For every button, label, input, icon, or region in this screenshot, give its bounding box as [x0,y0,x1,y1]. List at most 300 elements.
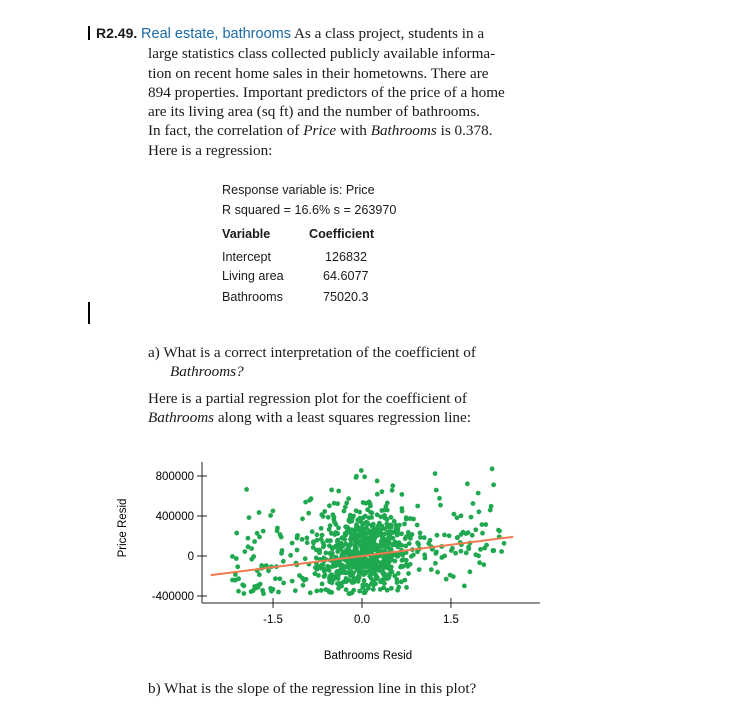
data-point [361,551,366,556]
data-point [363,590,368,595]
data-point [386,539,391,544]
data-point [341,568,346,573]
data-point [468,541,473,546]
data-point [305,540,310,545]
data-point [360,571,365,576]
data-point [361,558,366,563]
data-point [327,503,332,508]
data-point [373,563,378,568]
data-point [354,558,359,563]
data-point [481,562,486,567]
data-point [354,546,359,551]
data-point [280,548,285,553]
data-point [342,537,347,542]
data-point [346,528,351,533]
data-point [408,536,413,541]
data-point [331,558,336,563]
data-point [430,546,435,551]
data-point [351,562,356,567]
data-point [451,574,456,579]
data-point [230,554,235,559]
data-point [395,580,400,585]
data-point [315,564,320,569]
data-point [338,563,343,568]
data-point [349,531,354,536]
data-point [428,538,433,543]
data-point [336,571,341,576]
data-point [346,552,351,557]
data-point [335,539,340,544]
data-point [410,532,415,537]
data-point [369,543,374,548]
data-point [368,545,373,550]
data-point [329,488,334,493]
data-point [336,574,341,579]
data-point [331,559,336,564]
data-point [369,572,374,577]
data-point [394,527,399,532]
data-point [349,556,354,561]
data-point [379,550,384,555]
data-point [362,556,367,561]
data-point [369,569,374,574]
data-point [361,564,366,569]
data-point [374,557,379,562]
data-point [404,517,409,522]
data-point [236,589,241,594]
data-point [390,543,395,548]
data-point [459,532,464,537]
data-point [306,511,311,516]
data-point [389,586,394,591]
y-tick-label: 400000 [155,511,194,523]
data-point [403,578,408,583]
data-point [311,545,316,550]
data-point [360,583,365,588]
data-point [378,580,383,585]
data-point [379,564,384,569]
data-point [422,552,427,557]
data-point [397,523,402,528]
data-point [352,534,357,539]
data-point [363,539,368,544]
data-point [363,534,368,539]
data-point [278,532,283,537]
data-point [361,533,366,538]
data-point [379,539,384,544]
data-point [341,551,346,556]
data-point [347,553,352,558]
data-point [336,586,341,591]
data-point [350,579,355,584]
data-point [370,569,375,574]
data-point [370,548,375,553]
r-squared: R squared = 16.6% s = 263970 [222,203,397,217]
data-point [348,541,353,546]
data-point [386,566,391,571]
data-point [502,541,507,546]
data-point [337,542,342,547]
data-point [317,549,322,554]
data-point [255,531,260,536]
data-point [355,535,360,540]
data-point [365,549,370,554]
data-point [332,575,337,580]
data-point [348,513,353,518]
data-point [268,586,273,591]
data-point [406,533,411,538]
data-point [375,554,380,559]
data-point [395,524,400,529]
data-point [359,516,364,521]
data-point [275,528,280,533]
data-point [381,544,386,549]
data-point [350,534,355,539]
data-point [373,563,378,568]
data-point [359,531,364,536]
data-point [338,547,343,552]
data-point [342,564,347,569]
data-point [357,559,362,564]
data-point [339,545,344,550]
data-point [334,555,339,560]
data-point [367,574,372,579]
data-point [368,504,373,509]
data-point [406,571,411,576]
data-point [387,573,392,578]
data-point [386,530,391,535]
data-point [374,559,379,564]
data-point [378,544,383,549]
margin-marker [88,26,90,40]
data-point [383,574,388,579]
data-point [347,591,352,596]
data-point [331,576,336,581]
data-point [366,552,371,557]
data-point [379,527,384,532]
data-point [342,550,347,555]
data-point [378,514,383,519]
data-point [339,536,344,541]
data-point [352,557,357,562]
data-point [350,563,355,568]
data-point [400,506,405,511]
data-point [379,541,384,546]
data-point [343,531,348,536]
data-point [351,537,356,542]
data-point [331,517,336,522]
data-point [244,487,249,492]
data-point [269,589,274,594]
data-point [378,544,383,549]
data-point [314,556,319,561]
data-point [385,588,390,593]
data-point [362,551,367,556]
data-point [476,553,481,558]
data-point [330,580,335,585]
data-point [366,550,371,555]
data-point [321,544,326,549]
data-point [376,560,381,565]
data-point [368,541,373,546]
data-point [346,545,351,550]
data-point [330,546,335,551]
problem-line: 894 properties. Important predictors of the price of a home [148,83,505,101]
data-point [368,543,373,548]
data-point [357,528,362,533]
data-point [372,565,377,570]
data-point [377,528,382,533]
data-point [347,519,352,524]
data-point [375,544,380,549]
data-point [321,556,326,561]
data-point [382,573,387,578]
data-point [360,541,365,546]
data-point [339,555,344,560]
data-point [329,554,334,559]
data-point [376,551,381,556]
data-point [357,575,362,580]
data-point [295,533,300,538]
data-point [257,510,262,515]
data-point [361,541,366,546]
data-point [373,546,378,551]
data-point [263,564,268,569]
data-point [313,571,318,576]
data-point [347,564,352,569]
data-point [373,555,378,560]
data-point [387,529,392,534]
data-point [444,577,449,582]
data-point [356,568,361,573]
data-point [268,513,273,518]
plot-intro-line1: Here is a partial regression plot for the coefficient of [148,390,467,407]
row-coef: 64.6077 [323,269,369,283]
data-point [390,530,395,535]
data-point [358,560,363,565]
data-point [361,538,366,543]
data-point [367,515,372,520]
data-point [345,565,350,570]
data-point [410,547,415,552]
data-point [343,565,348,570]
data-point [381,566,386,571]
data-point [345,559,350,564]
plot-intro-line2: Bathrooms along with a least squares regression line: [148,409,471,426]
data-point [360,521,365,526]
data-point [389,554,394,559]
data-point [369,581,374,586]
data-point [401,564,406,569]
data-point [344,501,349,506]
data-point [362,590,367,595]
data-point [367,500,372,505]
data-point [354,474,359,479]
data-point [322,569,327,574]
data-point [370,524,375,529]
data-point [362,565,367,570]
data-point [476,491,481,496]
data-point [330,545,335,550]
data-point [355,553,360,558]
data-point [340,555,345,560]
data-point [386,535,391,540]
data-point [394,526,399,531]
data-point [374,567,379,572]
data-point [322,543,327,548]
data-point [391,552,396,557]
data-point [399,579,404,584]
data-point [361,551,366,556]
data-point [391,542,396,547]
data-point [371,537,376,542]
data-point [386,536,391,541]
data-point [389,555,394,560]
data-point [373,532,378,537]
data-point [322,574,327,579]
data-point [376,545,381,550]
data-point [326,565,331,570]
data-point [372,555,377,560]
data-point [374,575,379,580]
data-point [483,522,488,527]
data-point [373,581,378,586]
data-point [357,518,362,523]
data-point [379,539,384,544]
data-point [381,556,386,561]
data-point [406,530,411,535]
data-point [348,560,353,565]
data-point [315,538,320,543]
data-point [352,554,357,559]
data-point [359,525,364,530]
data-point [319,566,324,571]
data-point [429,567,434,572]
data-point [417,546,422,551]
data-point [315,532,320,537]
data-point [351,588,356,593]
data-point [380,524,385,529]
data-point [353,554,358,559]
data-point [278,576,283,581]
data-point [360,585,365,590]
data-point [341,556,346,561]
data-point [390,551,395,556]
data-point [374,529,379,534]
data-point [355,560,360,565]
data-point [478,547,483,552]
data-point [242,583,247,588]
data-point [491,548,496,553]
data-point [327,590,332,595]
data-point [435,570,440,575]
data-point [348,573,353,578]
data-point [370,537,375,542]
data-point [235,564,240,569]
data-point [361,500,366,505]
data-point [361,529,366,534]
data-point [271,587,276,592]
data-point [404,534,409,539]
data-point [353,550,358,555]
data-point [403,550,408,555]
data-point [352,565,357,570]
data-point [353,563,358,568]
data-point [354,508,359,513]
data-point [353,565,358,570]
data-point [355,518,360,523]
data-point [359,561,364,566]
data-point [370,533,375,538]
data-point [490,466,495,471]
data-point [337,557,342,562]
data-point [365,520,370,525]
data-point [385,575,390,580]
data-point [380,538,385,543]
data-point [350,560,355,565]
data-point [333,564,338,569]
data-point [375,492,380,497]
data-point [346,496,351,501]
data-point [368,542,373,547]
data-point [348,564,353,569]
data-point [384,522,389,527]
data-point [377,566,382,571]
data-point [386,575,391,580]
data-point [354,533,359,538]
data-point [351,514,356,519]
data-point [327,527,332,532]
data-point [465,481,470,486]
data-point [415,504,420,509]
data-point [361,515,366,520]
data-point [496,528,501,533]
question-b: b) What is the slope of the regression line in this plot? [148,680,477,697]
data-point [384,545,389,550]
data-point [366,546,371,551]
data-point [453,551,458,556]
data-point [307,498,312,503]
data-point [459,549,464,554]
data-point [376,565,381,570]
data-point [381,540,386,545]
data-point [355,566,360,571]
data-point [349,554,354,559]
data-point [458,540,463,545]
data-point [438,503,443,508]
data-point [357,589,362,594]
data-point [365,507,370,512]
data-point [336,526,341,531]
data-point [233,572,238,577]
data-point [364,583,369,588]
data-point [359,542,364,547]
question-a-line1: a) What is a correct interpretation of the coefficient of [148,344,476,361]
data-point [404,585,409,590]
data-point [342,557,347,562]
data-point [361,522,366,527]
data-point [293,588,298,593]
data-point [240,582,245,587]
data-point [466,545,471,550]
data-point [384,542,389,547]
data-point [376,523,381,528]
data-point [320,582,325,587]
data-point [322,559,327,564]
data-point [375,533,380,538]
data-point [394,523,399,528]
data-point [302,578,307,583]
